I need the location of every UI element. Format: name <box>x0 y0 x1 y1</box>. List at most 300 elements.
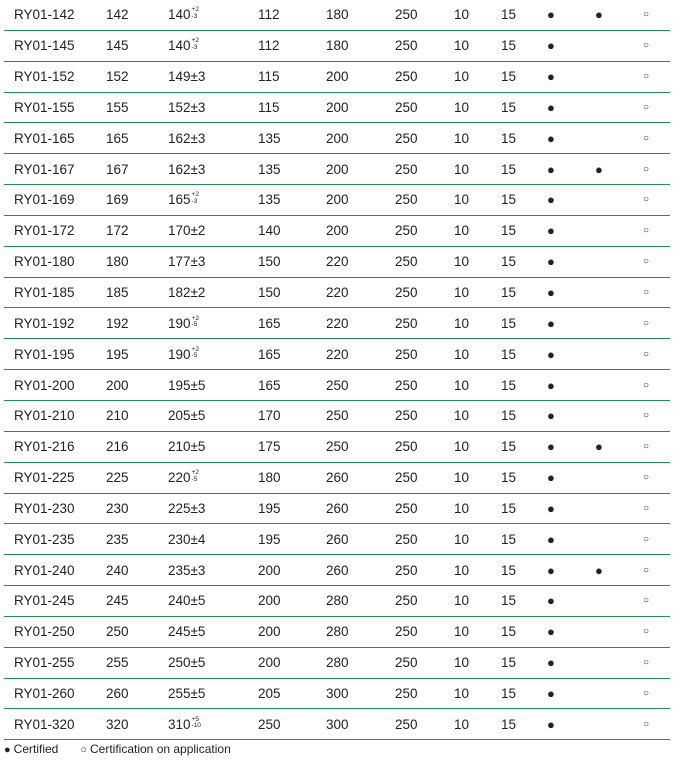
cert-status-3-hollow-circle-icon: ○ <box>643 194 650 206</box>
inner-diameter <box>168 617 205 647</box>
table-row <box>4 123 670 154</box>
dimension-d: 10 <box>454 624 470 640</box>
dimension-a: 150 <box>258 285 281 301</box>
size-number: 240 <box>106 562 129 578</box>
product-code: RY01-192 <box>14 315 75 331</box>
cert-status-1-filled-dot-icon: ● <box>547 285 555 301</box>
size-number: 216 <box>106 439 129 455</box>
size-number: 195 <box>106 346 129 362</box>
dimension-b: 260 <box>326 470 349 486</box>
dimension-b: 200 <box>326 161 349 177</box>
table-row <box>4 0 670 31</box>
inner-diameter <box>168 278 205 308</box>
hollow-circle-icon: ○ <box>80 744 87 756</box>
dimension-b: 280 <box>326 593 349 609</box>
dimension-b: 200 <box>326 223 349 239</box>
cert-status-1-filled-dot-icon: ● <box>547 192 555 208</box>
cert-status-2 <box>595 185 605 215</box>
diameter-value: 310 <box>168 716 191 732</box>
inner-diameter <box>168 524 205 554</box>
size-number: 185 <box>106 285 129 301</box>
cert-status-2 <box>595 524 605 554</box>
cert-status-3-hollow-circle-icon: ○ <box>643 533 650 545</box>
dimension-e: 15 <box>501 531 517 547</box>
diameter-value: 190 <box>168 346 191 362</box>
dimension-a: 200 <box>258 562 281 578</box>
inner-diameter <box>168 247 205 277</box>
dimension-a: 112 <box>258 7 280 23</box>
dimension-d: 10 <box>454 130 470 146</box>
dimension-e: 15 <box>501 130 517 146</box>
cert-status-2 <box>595 617 605 647</box>
size-number: 165 <box>106 130 129 146</box>
cert-status-1-filled-dot-icon: ● <box>547 130 555 146</box>
cert-status-1-filled-dot-icon: ● <box>547 38 555 54</box>
inner-diameter <box>168 401 205 431</box>
inner-diameter <box>168 432 205 462</box>
dimension-c: 250 <box>395 285 418 301</box>
dimension-b: 300 <box>326 685 349 701</box>
inner-diameter <box>168 308 199 338</box>
cert-status-3-hollow-circle-icon: ○ <box>643 256 650 268</box>
inner-diameter <box>168 555 205 585</box>
dimension-d: 10 <box>454 346 470 362</box>
dimension-e: 15 <box>501 38 517 54</box>
cert-status-3-hollow-circle-icon: ○ <box>643 101 650 113</box>
dimension-d: 10 <box>454 38 470 54</box>
dimension-b: 200 <box>326 130 349 146</box>
cert-status-3-hollow-circle-icon: ○ <box>643 502 650 514</box>
dimension-a: 200 <box>258 655 281 671</box>
dimension-e: 15 <box>501 562 517 578</box>
dimension-b: 250 <box>326 377 349 393</box>
cert-status-2 <box>595 123 605 153</box>
dimension-e: 15 <box>501 716 517 732</box>
cert-status-3-hollow-circle-icon: ○ <box>643 687 650 699</box>
product-code: RY01-155 <box>14 99 75 115</box>
product-code: RY01-195 <box>14 346 75 362</box>
cert-status-2-filled-dot-icon: ● <box>595 7 603 23</box>
diameter-value: 240±5 <box>168 593 206 609</box>
tolerance-upper: +5 <box>191 715 199 723</box>
cert-status-3-hollow-circle-icon: ○ <box>643 317 650 329</box>
inner-diameter <box>168 370 205 400</box>
table-row <box>4 247 670 278</box>
dimension-e: 15 <box>501 346 517 362</box>
tolerance-upper: +2 <box>191 345 199 353</box>
dimension-e: 15 <box>501 192 517 208</box>
product-code: RY01-210 <box>14 408 75 424</box>
diameter-value: 250±5 <box>168 655 206 671</box>
inner-diameter <box>168 62 205 92</box>
dimension-c: 250 <box>395 192 418 208</box>
inner-diameter <box>168 123 205 153</box>
dimension-d: 10 <box>454 69 470 85</box>
diameter-value: 210±5 <box>168 439 206 455</box>
table-row <box>4 370 670 401</box>
size-number: 180 <box>106 254 129 270</box>
tolerance-lower: -10 <box>191 722 201 730</box>
diameter-value: 235±3 <box>168 562 206 578</box>
dimension-a: 150 <box>258 254 281 270</box>
product-code: RY01-180 <box>14 254 75 270</box>
diameter-value: 152±3 <box>168 99 206 115</box>
size-number: 235 <box>106 531 129 547</box>
dimension-b: 200 <box>326 69 349 85</box>
tolerance-lower: -5 <box>191 352 198 360</box>
cert-status-2-filled-dot-icon: ● <box>595 161 603 177</box>
cert-status-2 <box>595 401 605 431</box>
dimension-d: 10 <box>454 99 470 115</box>
dimension-a: 135 <box>258 192 281 208</box>
dimension-b: 180 <box>326 38 349 54</box>
product-code: RY01-245 <box>14 593 75 609</box>
table-row <box>4 555 670 586</box>
size-number: 320 <box>106 716 129 732</box>
cert-status-2 <box>595 648 605 678</box>
size-number: 210 <box>106 408 129 424</box>
product-code: RY01-172 <box>14 223 75 239</box>
table-row <box>4 494 670 525</box>
dimension-a: 195 <box>258 531 281 547</box>
dimension-a: 112 <box>258 38 280 54</box>
cert-status-2 <box>595 216 605 246</box>
diameter-value: 205±5 <box>168 408 206 424</box>
diameter-value: 182±2 <box>168 285 206 301</box>
dimension-e: 15 <box>501 408 517 424</box>
dimension-b: 220 <box>326 315 349 331</box>
diameter-value: 170±2 <box>168 223 206 239</box>
dimension-c: 250 <box>395 408 418 424</box>
dimension-b: 280 <box>326 655 349 671</box>
table-row <box>4 62 670 93</box>
cert-status-2 <box>595 463 605 493</box>
dimension-d: 10 <box>454 192 470 208</box>
dimension-d: 10 <box>454 285 470 301</box>
product-code: RY01-235 <box>14 531 75 547</box>
diameter-value: 177±3 <box>168 254 206 270</box>
table-row <box>4 679 670 710</box>
cert-status-3-hollow-circle-icon: ○ <box>643 379 650 391</box>
diameter-value: 195±5 <box>168 377 206 393</box>
dimension-b: 200 <box>326 99 349 115</box>
dimension-a: 170 <box>258 408 281 424</box>
tolerance <box>192 717 201 730</box>
tolerance <box>192 7 199 20</box>
dimension-b: 220 <box>326 346 349 362</box>
dimension-e: 15 <box>501 223 517 239</box>
dimension-a: 135 <box>258 130 281 146</box>
tolerance-upper: +2 <box>191 469 199 477</box>
cert-status-2 <box>595 494 605 524</box>
dimension-d: 10 <box>454 562 470 578</box>
cert-status-1-filled-dot-icon: ● <box>547 223 555 239</box>
dimension-c: 250 <box>395 500 418 516</box>
cert-status-1-filled-dot-icon: ● <box>547 69 555 85</box>
size-number: 142 <box>106 7 129 23</box>
table-row <box>4 308 670 339</box>
dimension-e: 15 <box>501 655 517 671</box>
size-number: 255 <box>106 655 129 671</box>
dimension-a: 205 <box>258 685 281 701</box>
size-number: 230 <box>106 500 129 516</box>
product-code: RY01-320 <box>14 716 75 732</box>
dimension-e: 15 <box>501 315 517 331</box>
dimension-c: 250 <box>395 655 418 671</box>
dimension-a: 200 <box>258 593 281 609</box>
tolerance-lower: -5 <box>191 475 198 483</box>
dimension-d: 10 <box>454 439 470 455</box>
cert-status-3-hollow-circle-icon: ○ <box>643 441 650 453</box>
dimension-c: 250 <box>395 716 418 732</box>
product-code: RY01-240 <box>14 562 75 578</box>
cert-status-3-hollow-circle-icon: ○ <box>643 40 650 52</box>
dimension-a: 135 <box>258 161 281 177</box>
dimension-b: 250 <box>326 408 349 424</box>
dimension-d: 10 <box>454 685 470 701</box>
cert-status-2 <box>595 370 605 400</box>
cert-status-3-hollow-circle-icon: ○ <box>643 657 650 669</box>
cert-status-2 <box>595 31 605 61</box>
dimension-c: 250 <box>395 315 418 331</box>
dimension-b: 200 <box>326 192 349 208</box>
dimension-d: 10 <box>454 531 470 547</box>
table-row <box>4 432 670 463</box>
legend-on-application: ○ Certification on application <box>80 742 231 756</box>
inner-diameter <box>168 154 205 184</box>
size-number: 155 <box>106 99 129 115</box>
product-code: RY01-260 <box>14 685 75 701</box>
cert-status-2 <box>595 308 605 338</box>
cert-status-2-filled-dot-icon: ● <box>595 562 603 578</box>
cert-status-1-filled-dot-icon: ● <box>547 716 555 732</box>
dimension-b: 250 <box>326 439 349 455</box>
dimension-e: 15 <box>501 624 517 640</box>
inner-diameter <box>168 185 199 215</box>
dimension-c: 250 <box>395 470 418 486</box>
table-row <box>4 278 670 309</box>
cert-status-1-filled-dot-icon: ● <box>547 254 555 270</box>
tolerance-lower: -3 <box>191 197 198 205</box>
product-code: RY01-152 <box>14 69 75 85</box>
size-number: 200 <box>106 377 129 393</box>
dimension-b: 260 <box>326 562 349 578</box>
dimension-b: 220 <box>326 285 349 301</box>
dimension-c: 250 <box>395 624 418 640</box>
dimension-e: 15 <box>501 254 517 270</box>
product-code: RY01-165 <box>14 130 75 146</box>
dimension-c: 250 <box>395 99 418 115</box>
dimension-a: 165 <box>258 377 281 393</box>
tolerance <box>192 470 199 483</box>
cert-status-2 <box>595 679 605 709</box>
inner-diameter <box>168 463 199 493</box>
size-number: 145 <box>106 38 129 54</box>
dimension-d: 10 <box>454 223 470 239</box>
cert-status-1-filled-dot-icon: ● <box>547 562 555 578</box>
cert-status-3-hollow-circle-icon: ○ <box>643 718 650 730</box>
cert-status-2 <box>595 586 605 616</box>
inner-diameter <box>168 586 205 616</box>
diameter-value: 162±3 <box>168 161 206 177</box>
tolerance-upper: +2 <box>191 6 199 14</box>
cert-status-3-hollow-circle-icon: ○ <box>643 472 650 484</box>
size-number: 152 <box>106 69 129 85</box>
legend-certified: ● Certified <box>4 742 59 756</box>
cert-status-1-filled-dot-icon: ● <box>547 655 555 671</box>
dimension-b: 300 <box>326 716 349 732</box>
size-number: 172 <box>106 223 129 239</box>
inner-diameter <box>168 31 199 61</box>
cert-status-3-hollow-circle-icon: ○ <box>643 410 650 422</box>
cert-status-2 <box>595 709 605 739</box>
inner-diameter <box>168 216 205 246</box>
dimension-a: 140 <box>258 223 281 239</box>
legend <box>4 742 231 756</box>
tolerance-upper: +2 <box>191 191 199 199</box>
tolerance-lower: -3 <box>191 12 198 20</box>
product-code: RY01-230 <box>14 500 75 516</box>
size-number: 169 <box>106 192 129 208</box>
dimension-c: 250 <box>395 130 418 146</box>
tolerance <box>192 38 199 51</box>
table-row <box>4 93 670 124</box>
cert-status-3-hollow-circle-icon: ○ <box>643 626 650 638</box>
size-number: 250 <box>106 624 129 640</box>
table-row <box>4 401 670 432</box>
dimension-c: 250 <box>395 346 418 362</box>
filled-dot-icon: ● <box>4 744 11 756</box>
dimension-a: 165 <box>258 346 281 362</box>
cert-status-2 <box>595 93 605 123</box>
product-code: RY01-169 <box>14 192 75 208</box>
dimension-d: 10 <box>454 377 470 393</box>
table-row <box>4 185 670 216</box>
inner-diameter <box>168 93 205 123</box>
diameter-value: 245±5 <box>168 624 206 640</box>
cert-status-3-hollow-circle-icon: ○ <box>643 71 650 83</box>
dimension-a: 165 <box>258 315 281 331</box>
cert-status-1-filled-dot-icon: ● <box>547 439 555 455</box>
dimension-d: 10 <box>454 470 470 486</box>
cert-status-1-filled-dot-icon: ● <box>547 7 555 23</box>
dimension-d: 10 <box>454 254 470 270</box>
inner-diameter <box>168 648 205 678</box>
dimension-a: 180 <box>258 470 281 486</box>
dimension-d: 10 <box>454 161 470 177</box>
product-code: RY01-145 <box>14 38 75 54</box>
cert-status-3-hollow-circle-icon: ○ <box>643 348 650 360</box>
table-row <box>4 339 670 370</box>
dimension-e: 15 <box>501 99 517 115</box>
product-code: RY01-142 <box>14 7 75 23</box>
dimension-c: 250 <box>395 223 418 239</box>
dimension-c: 250 <box>395 7 418 23</box>
product-code: RY01-255 <box>14 655 75 671</box>
dimension-e: 15 <box>501 500 517 516</box>
cert-status-1-filled-dot-icon: ● <box>547 470 555 486</box>
inner-diameter <box>168 709 201 739</box>
inner-diameter <box>168 0 199 30</box>
dimension-d: 10 <box>454 315 470 331</box>
dimension-d: 10 <box>454 500 470 516</box>
product-code: RY01-185 <box>14 285 75 301</box>
cert-status-1-filled-dot-icon: ● <box>547 500 555 516</box>
dimension-c: 250 <box>395 531 418 547</box>
inner-diameter <box>168 679 205 709</box>
dimension-c: 250 <box>395 161 418 177</box>
tolerance-upper: +2 <box>191 314 199 322</box>
product-code: RY01-200 <box>14 377 75 393</box>
cert-status-3-hollow-circle-icon: ○ <box>643 9 650 21</box>
dimension-b: 280 <box>326 624 349 640</box>
diameter-value: 149±3 <box>168 69 206 85</box>
dimension-a: 250 <box>258 716 281 732</box>
dimension-c: 250 <box>395 685 418 701</box>
cert-status-1-filled-dot-icon: ● <box>547 531 555 547</box>
dimension-d: 10 <box>454 593 470 609</box>
tolerance-upper: +2 <box>191 37 199 45</box>
table-row <box>4 709 670 740</box>
cert-status-2 <box>595 339 605 369</box>
dimension-d: 10 <box>454 716 470 732</box>
product-code: RY01-167 <box>14 161 75 177</box>
cert-status-1-filled-dot-icon: ● <box>547 408 555 424</box>
diameter-value: 230±4 <box>168 531 206 547</box>
cert-status-1-filled-dot-icon: ● <box>547 624 555 640</box>
size-number: 225 <box>106 470 129 486</box>
cert-status-2 <box>595 62 605 92</box>
dimension-a: 195 <box>258 500 281 516</box>
product-code: RY01-250 <box>14 624 75 640</box>
size-number: 167 <box>106 161 129 177</box>
diameter-value: 220 <box>168 470 191 486</box>
product-code: RY01-216 <box>14 439 75 455</box>
cert-status-3-hollow-circle-icon: ○ <box>643 225 650 237</box>
cert-status-3-hollow-circle-icon: ○ <box>643 564 650 576</box>
dimension-e: 15 <box>501 593 517 609</box>
cert-status-1-filled-dot-icon: ● <box>547 593 555 609</box>
inner-diameter <box>168 494 205 524</box>
diameter-value: 255±5 <box>168 685 206 701</box>
dimension-c: 250 <box>395 562 418 578</box>
tolerance <box>192 192 199 205</box>
product-code: RY01-225 <box>14 470 75 486</box>
cert-status-2 <box>595 247 605 277</box>
cert-status-1-filled-dot-icon: ● <box>547 377 555 393</box>
table-row <box>4 524 670 555</box>
tolerance-lower: -5 <box>191 321 198 329</box>
dimension-c: 250 <box>395 254 418 270</box>
dimension-d: 10 <box>454 408 470 424</box>
cert-status-3-hollow-circle-icon: ○ <box>643 287 650 299</box>
table-row <box>4 648 670 679</box>
cert-status-1-filled-dot-icon: ● <box>547 99 555 115</box>
dimension-e: 15 <box>501 377 517 393</box>
table-row <box>4 154 670 185</box>
table-row <box>4 586 670 617</box>
cert-status-1-filled-dot-icon: ● <box>547 161 555 177</box>
cert-status-1-filled-dot-icon: ● <box>547 685 555 701</box>
cert-status-2 <box>595 278 605 308</box>
dimension-d: 10 <box>454 655 470 671</box>
dimension-e: 15 <box>501 69 517 85</box>
dimension-c: 250 <box>395 38 418 54</box>
cert-status-2-filled-dot-icon: ● <box>595 439 603 455</box>
diameter-value: 162±3 <box>168 130 206 146</box>
cert-status-3-hollow-circle-icon: ○ <box>643 595 650 607</box>
dimension-d: 10 <box>454 7 470 23</box>
